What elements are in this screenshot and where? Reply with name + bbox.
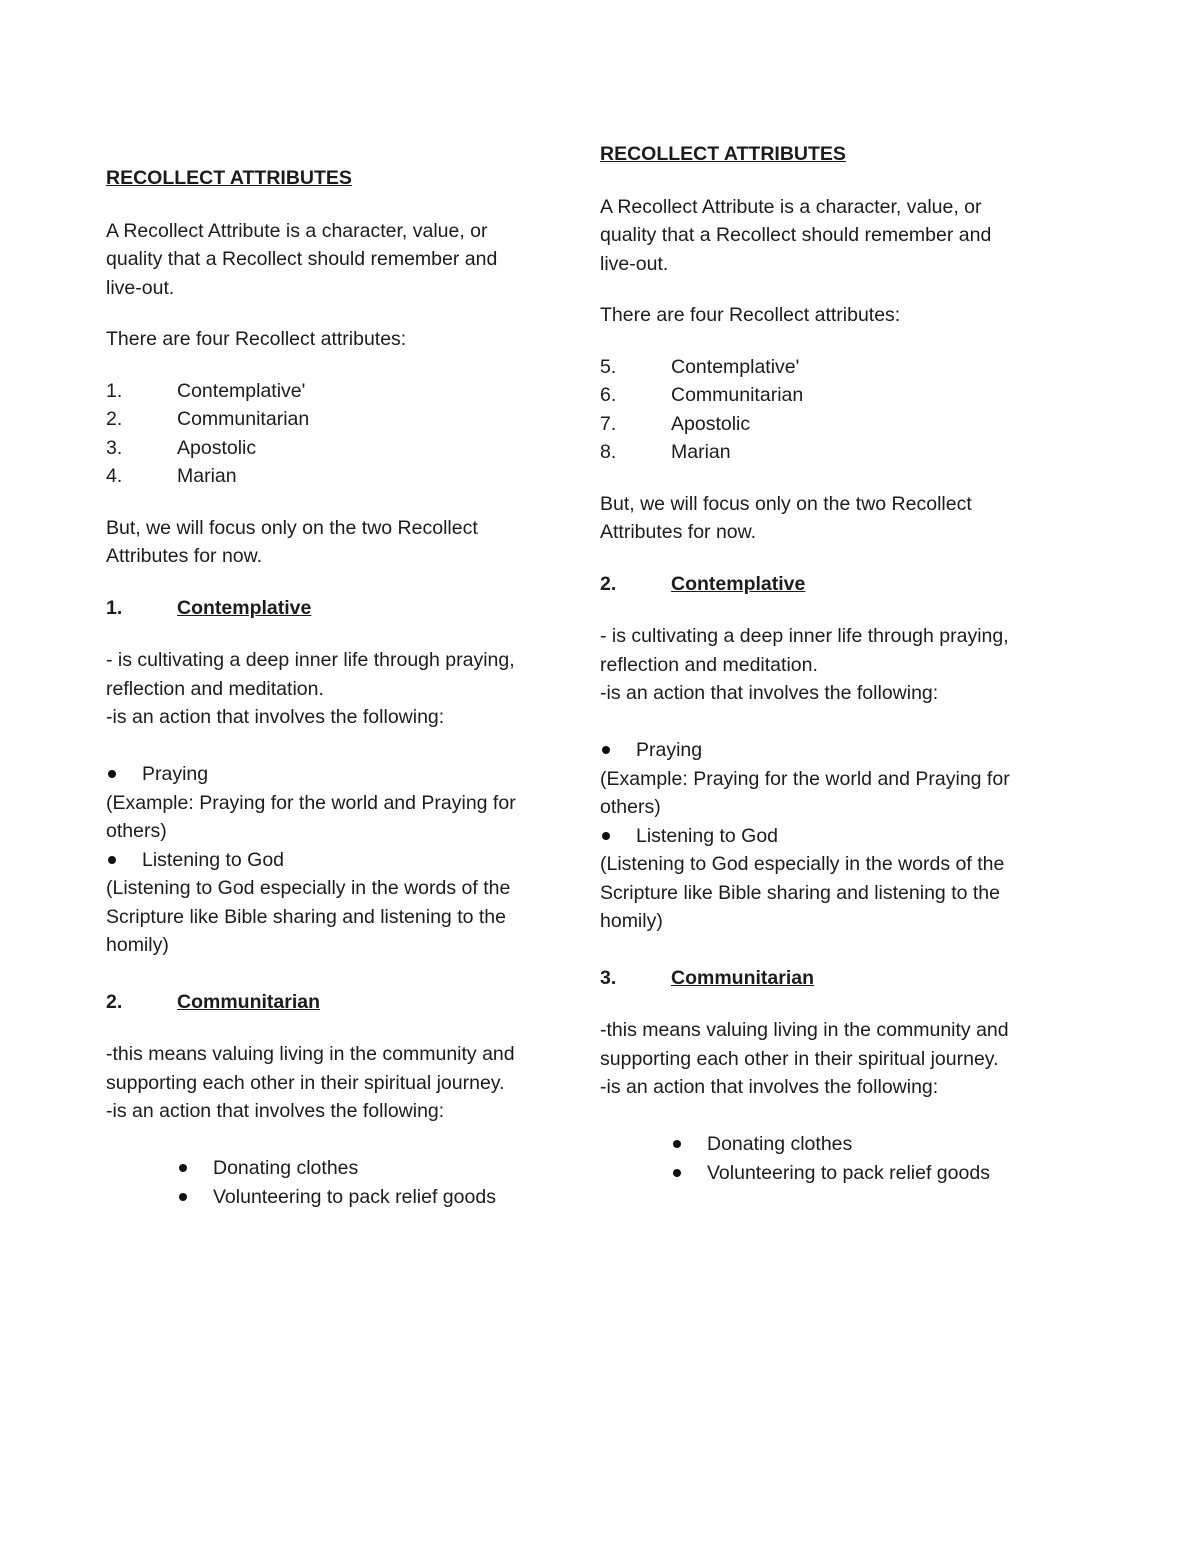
section-body [600, 1016, 1070, 1187]
text-line: quality that a Recollect should remember and [106, 248, 498, 270]
list-number: 1. [106, 379, 123, 402]
text-line: reflection and meditation. [600, 653, 818, 676]
list-number: 5. [600, 355, 617, 378]
text-line: -is an action that involves the following: [600, 1076, 939, 1098]
text-line: - is cultivating a deep inner life through praying, [106, 649, 515, 671]
section-heading-contemplative [106, 594, 576, 623]
intro-paragraph: There are four Recollect attributes: [600, 304, 901, 326]
text-line: - is cultivating a deep inner life through praying, [600, 625, 1009, 647]
list-label: Communitarian [177, 408, 310, 430]
intro-paragraph: There are four Recollect attributes: [106, 328, 407, 350]
text-line: homily) [106, 934, 169, 956]
list-label: Contemplative' [671, 355, 800, 378]
bullet-label: Volunteering to pack relief goods [707, 1161, 990, 1184]
bullet-icon [179, 1164, 187, 1172]
text-line: Scripture like Bible sharing and listening to the [106, 905, 506, 928]
section-heading-communitarian [106, 988, 576, 1017]
list-number: 2. [106, 408, 123, 430]
bullet-icon [673, 1140, 681, 1148]
section-number: 1. [106, 596, 123, 619]
bullet-item [600, 822, 1070, 851]
focus-paragraph [106, 514, 576, 571]
left-column [106, 164, 576, 1211]
list-number: 7. [600, 412, 617, 435]
section-number: 2. [600, 572, 617, 595]
section-number: 3. [600, 966, 617, 989]
bullet-label: Praying [142, 763, 209, 785]
text-line: supporting each other in their spiritual journey. [106, 1071, 505, 1094]
bullet-icon [108, 770, 116, 778]
list-number: 6. [600, 384, 617, 406]
document-title: RECOLLECT ATTRIBUTES [106, 167, 352, 189]
bullet-icon [602, 832, 610, 840]
text-line: -is an action that involves the following: [106, 706, 445, 728]
text-line: But, we will focus only on the two Recollect [106, 516, 478, 539]
list-number: 3. [106, 436, 123, 459]
bullet-item [600, 736, 1070, 765]
list-item [106, 434, 576, 463]
bullet-label: Listening to God [636, 824, 779, 847]
bullet-item [106, 846, 576, 875]
document-title: RECOLLECT ATTRIBUTES [600, 143, 846, 165]
list-item [600, 438, 1070, 467]
text-line: A Recollect Attribute is a character, value, or [106, 219, 488, 242]
list-item [600, 381, 1070, 410]
list-label: Marian [671, 441, 731, 463]
definition-paragraph [106, 217, 576, 303]
section-title: Communitarian [177, 990, 321, 1013]
text-line: quality that a Recollect should remember and [600, 224, 992, 246]
list-label: Contemplative' [177, 379, 306, 402]
attribute-list [600, 353, 1070, 467]
section-body [106, 646, 576, 960]
text-line: live-out. [600, 252, 669, 275]
definition-paragraph [600, 193, 1070, 279]
text-line: -is an action that involves the following: [106, 1100, 445, 1122]
bullet-icon [108, 856, 116, 864]
bullet-label: Listening to God [142, 848, 285, 871]
list-item [106, 405, 576, 434]
list-number: 8. [600, 441, 617, 463]
text-line: (Listening to God especially in the words of the [106, 877, 511, 899]
list-item [600, 410, 1070, 439]
text-line: (Example: Praying for the world and Praying for [106, 791, 516, 814]
text-line: others) [106, 820, 167, 842]
bullet-label: Donating clothes [707, 1133, 853, 1155]
text-line: A Recollect Attribute is a character, value, or [600, 195, 982, 218]
text-line: -this means valuing living in the community and [600, 1019, 1009, 1041]
text-line: homily) [600, 910, 663, 932]
section-title: Contemplative [671, 572, 806, 595]
list-number: 4. [106, 465, 123, 487]
bullet-icon [602, 746, 610, 754]
list-item [600, 353, 1070, 382]
section-body [600, 622, 1070, 936]
section-title: Communitarian [671, 966, 815, 989]
bullet-label: Donating clothes [213, 1157, 359, 1179]
list-label: Apostolic [177, 436, 257, 459]
attribute-list [106, 377, 576, 491]
section-title: Contemplative [177, 596, 312, 619]
bullet-label: Praying [636, 739, 703, 761]
bullet-item [671, 1159, 1070, 1188]
text-line: supporting each other in their spiritual journey. [600, 1047, 999, 1070]
list-label: Apostolic [671, 412, 751, 435]
bullet-item [177, 1183, 576, 1212]
bullet-list [177, 1154, 576, 1211]
focus-paragraph [600, 490, 1070, 547]
section-body [106, 1040, 576, 1211]
text-line: reflection and meditation. [106, 677, 324, 700]
bullet-list [671, 1130, 1070, 1187]
text-line: (Example: Praying for the world and Praying for [600, 767, 1010, 790]
text-line: others) [600, 796, 661, 818]
right-column [600, 140, 1070, 1187]
section-heading-contemplative [600, 570, 1070, 599]
list-label: Communitarian [671, 384, 804, 406]
text-line: live-out. [106, 276, 175, 299]
text-line: (Listening to God especially in the words of the [600, 853, 1005, 875]
text-line: -this means valuing living in the community and [106, 1043, 515, 1065]
bullet-icon [673, 1169, 681, 1177]
bullet-label: Volunteering to pack relief goods [213, 1185, 496, 1208]
text-line: -is an action that involves the following: [600, 682, 939, 704]
bullet-item [106, 760, 576, 789]
bullet-item [177, 1154, 576, 1183]
text-line: Scripture like Bible sharing and listening to the [600, 881, 1000, 904]
text-line: Attributes for now. [600, 521, 757, 543]
list-item [106, 462, 576, 491]
bullet-item [671, 1130, 1070, 1159]
text-line: But, we will focus only on the two Recollect [600, 492, 972, 515]
bullet-icon [179, 1193, 187, 1201]
section-heading-communitarian [600, 964, 1070, 993]
list-label: Marian [177, 465, 237, 487]
list-item [106, 377, 576, 406]
text-line: Attributes for now. [106, 545, 263, 567]
section-number: 2. [106, 990, 123, 1013]
